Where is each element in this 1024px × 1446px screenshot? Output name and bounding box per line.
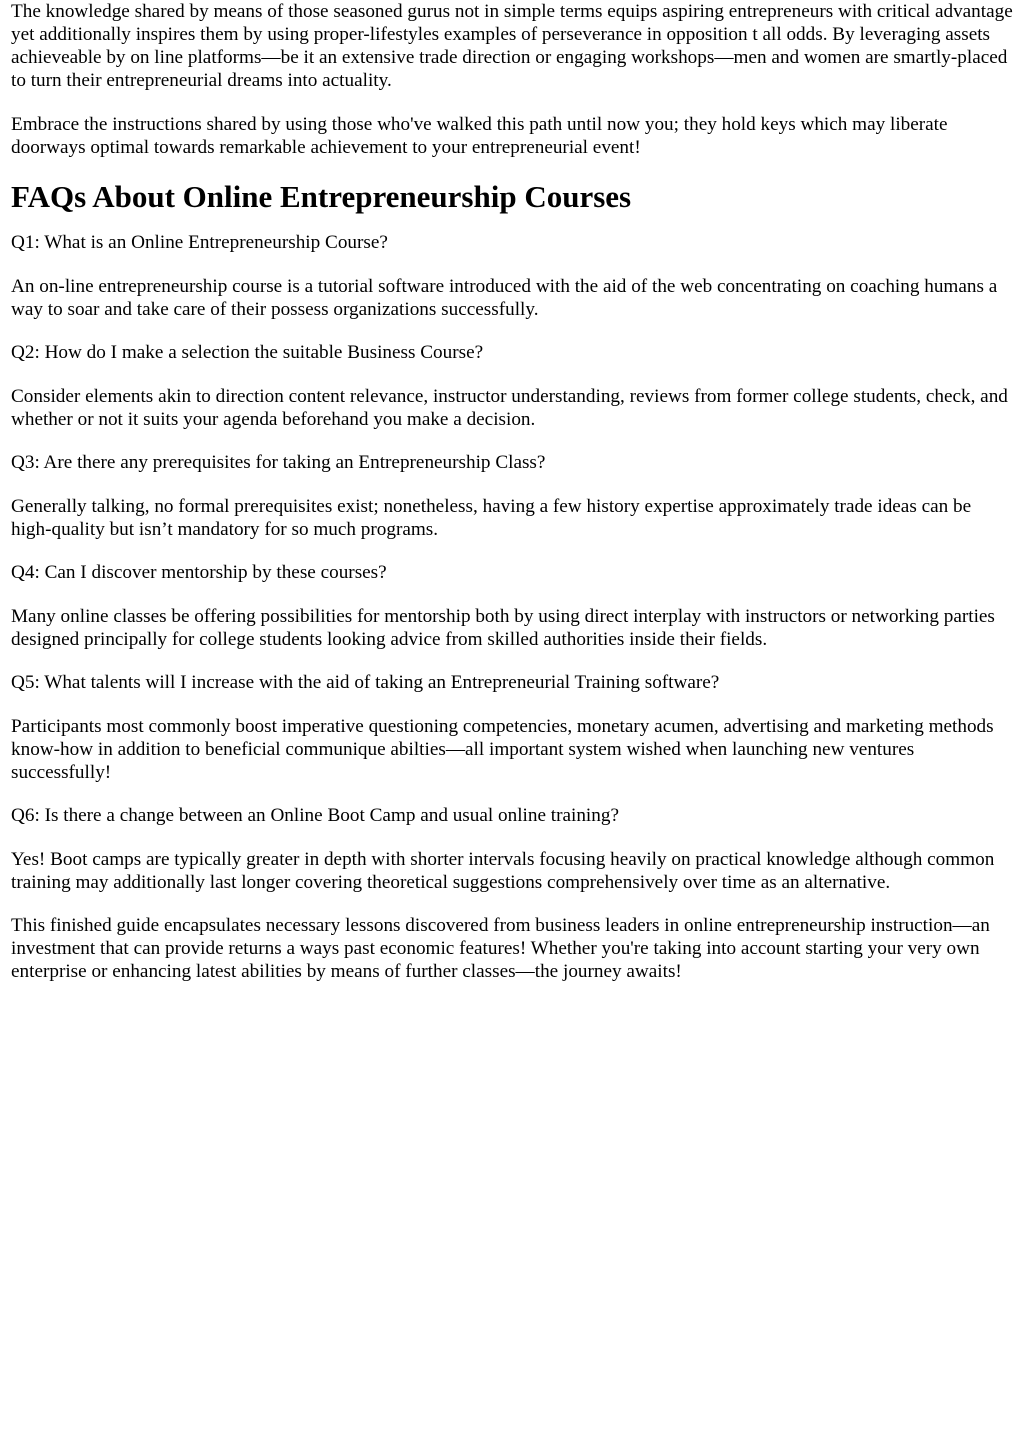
faq-answer-5: Participants most commonly boost imperative questioning competencies, monetary acumen, advertising and marketing methods know-how in addition to beneficial communique abilties—all important system wished when launching new ventures successfully! xyxy=(11,715,994,783)
faq-answer-6: Yes! Boot camps are typically greater in depth with shorter intervals focusing heavily on practical knowledge although common training may additionally last longer covering theoretical suggestions comprehensively over time as an alternative. xyxy=(11,848,995,893)
faq-question-1: Q1: What is an Online Entrepreneurship Course? xyxy=(11,232,388,253)
faq-question-6: Q6: Is there a change between an Online Boot Camp and usual online training? xyxy=(11,805,619,826)
faq-question-4: Q4: Can I discover mentorship by these courses? xyxy=(11,562,387,583)
intro-paragraph: The knowledge shared by means of those seasoned gurus not in simple terms equips aspiring entrepreneurs with critical advantage yet additionally inspires them by using proper-lifestyles examples of perseverance in opposition t all odds. By leveraging assets achieveable by on line platforms—be it an extensive trade direction or engaging workshops—men and women are smartly-placed to turn their entrepreneurial dreams into actuality. xyxy=(11,1,1013,91)
faq-heading: FAQs About Online Entrepreneurship Courses xyxy=(11,179,632,214)
faq-question-2: Q2: How do I make a selection the suitable Business Course? xyxy=(11,342,484,363)
faq-answer-1: An on-line entrepreneurship course is a tutorial software introduced with the aid of the web concentrating on coaching humans a way to soar and take care of their possess organizations successfully. xyxy=(11,275,998,320)
faq-answer-3: Generally talking, no formal prerequisites exist; nonetheless, having a few history expertise approximately trade ideas can be high-quality but isn’t mandatory for so much programs. xyxy=(11,495,972,540)
faq-question-3: Q3: Are there any prerequisites for taking an Entrepreneurship Class? xyxy=(11,452,546,473)
intro-paragraph: Embrace the instructions shared by using those who've walked this path until now you; they hold keys which may liberate doorways optimal towards remarkable achievement to your entrepreneurial event! xyxy=(11,113,948,158)
faq-answer-4: Many online classes be offering possibilities for mentorship both by using direct interplay with instructors or networking parties designed principally for college students looking advice from skilled authorities inside their fields. xyxy=(11,605,995,650)
conclusion-paragraph: This finished guide encapsulates necessary lessons discovered from business leaders in online entrepreneurship instruction—an investment that can provide returns a ways past economic features! Whether you're taking into account starting your very own enterprise or enhancing latest abilities by means of further classes—the journey awaits! xyxy=(11,915,990,982)
faq-question-5: Q5: What talents will I increase with the aid of taking an Entrepreneurial Training software? xyxy=(11,672,720,693)
faq-answer-2: Consider elements akin to direction content relevance, instructor understanding, reviews from former college students, check, and whether or not it suits your agenda beforehand you make a decision. xyxy=(11,385,1008,430)
